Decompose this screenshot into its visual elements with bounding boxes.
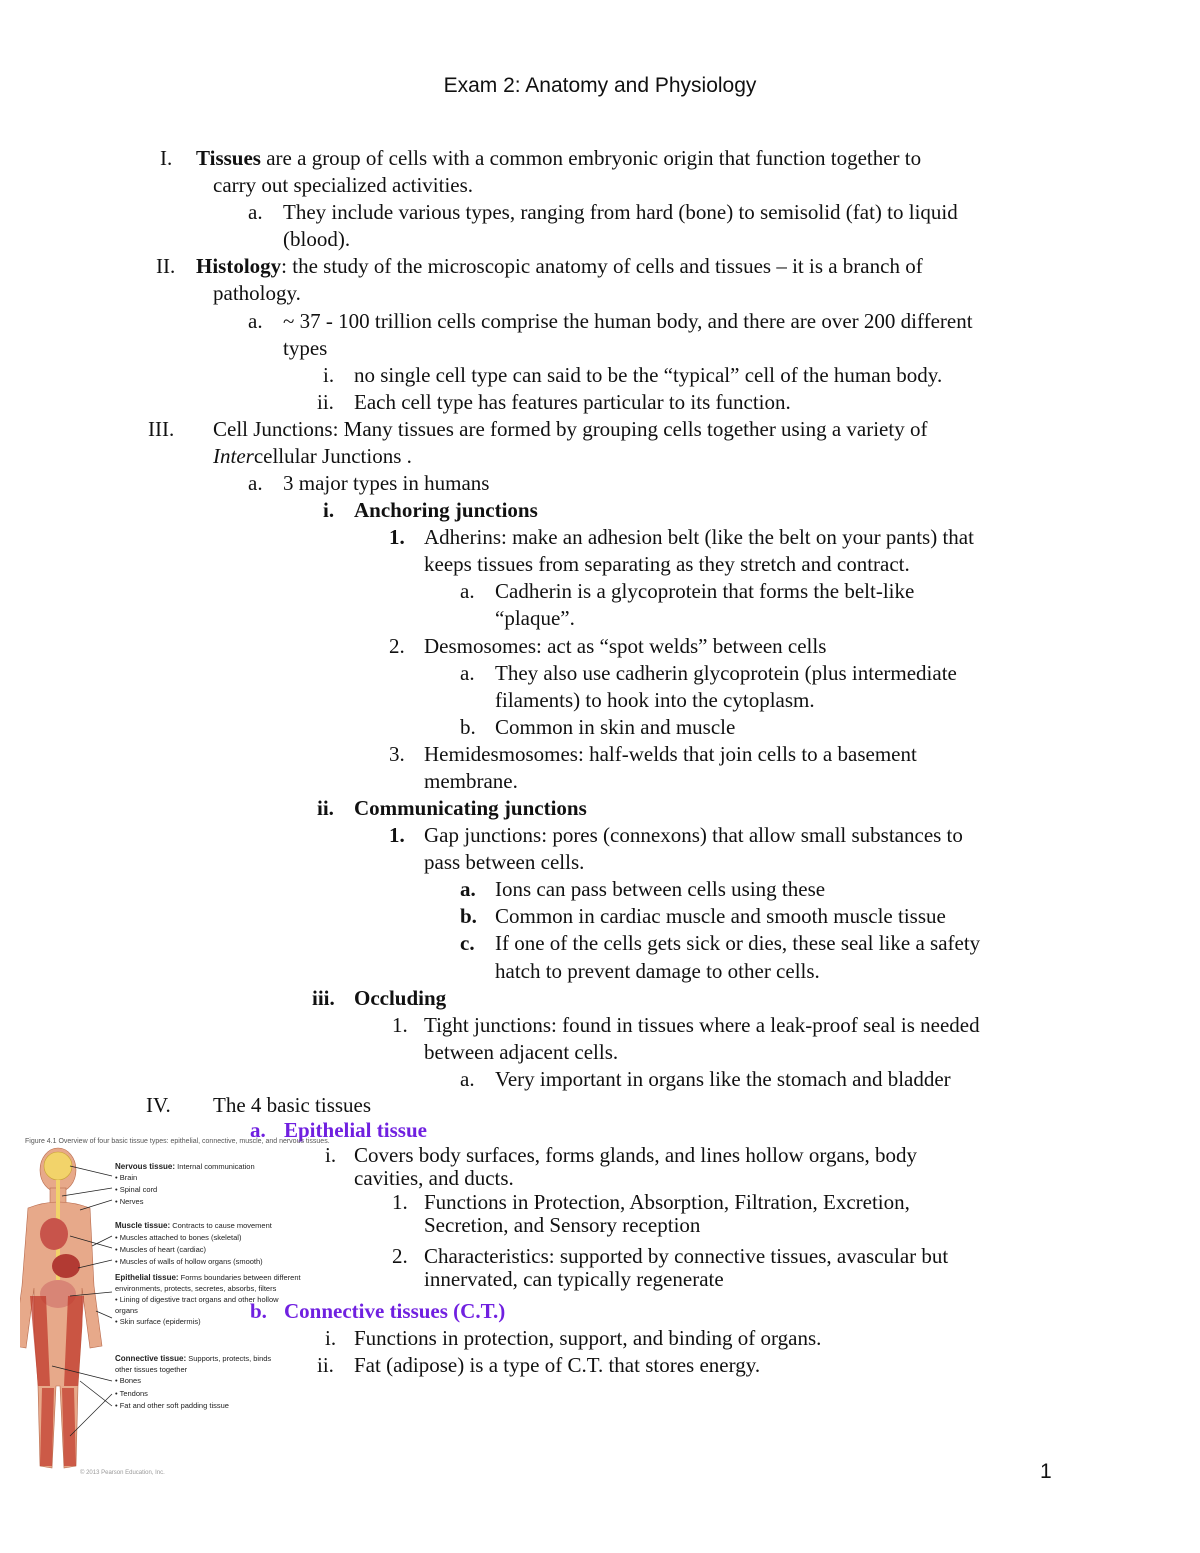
- subheading: Anchoring junctions: [354, 498, 538, 522]
- list-marker: i.: [325, 1143, 337, 1167]
- list-marker: a.: [460, 661, 475, 685]
- muscle-label: [115, 1221, 272, 1231]
- list-item: Adherins: make an adhesion belt (like the belt on your pants) that: [424, 525, 974, 549]
- epithelial-label: [115, 1273, 301, 1283]
- connective-label: [115, 1354, 271, 1364]
- nervous-label: [115, 1162, 255, 1172]
- list-marker: ii.: [317, 390, 334, 414]
- list-marker: b.: [250, 1299, 267, 1323]
- subheading-connective: Connective tissues (C.T.): [284, 1299, 506, 1323]
- list-item: Fat (adipose) is a type of C.T. that stores energy.: [354, 1353, 761, 1377]
- figure-list-item: • Fat and other soft padding tissue: [115, 1401, 229, 1410]
- list-item: 3 major types in humans: [283, 471, 490, 495]
- figure-caption: Figure 4.1 Overview of four basic tissue types: epithelial, connective, muscle, and nervous tissues.: [25, 1138, 330, 1145]
- list-item: (blood).: [283, 227, 351, 251]
- list-item: cavities, and ducts.: [354, 1166, 514, 1190]
- figure-list-item: • Skin surface (epidermis): [115, 1317, 201, 1326]
- figure-list-item: • Brain: [115, 1173, 138, 1182]
- section-text: [196, 145, 921, 172]
- human-body-illustration: [20, 1136, 340, 1481]
- label-desc: Contracts to cause movement: [170, 1221, 272, 1230]
- figure-list-item: environments, protects, secretes, absorbs, filters: [115, 1284, 277, 1293]
- section-number: IV.: [146, 1093, 171, 1117]
- label-head: Nervous tissue:: [115, 1162, 176, 1171]
- section-text: The 4 basic tissues: [213, 1093, 372, 1117]
- text: : the study of the microscopic anatomy of cells and tissues – it is a branch of: [281, 254, 923, 278]
- label-desc: Forms boundaries between different: [178, 1273, 301, 1282]
- figure-list-item: other tissues together: [115, 1365, 188, 1374]
- list-item: between adjacent cells.: [424, 1040, 619, 1064]
- list-item: Common in skin and muscle: [495, 715, 736, 739]
- figure-list-item: • Nerves: [115, 1197, 144, 1206]
- list-marker: i.: [323, 363, 335, 387]
- list-item: hatch to prevent damage to other cells.: [495, 959, 820, 983]
- list-marker: a.: [460, 877, 476, 901]
- list-item: pass between cells.: [424, 850, 585, 874]
- list-marker: 2.: [392, 1244, 408, 1268]
- list-marker: i.: [325, 1326, 337, 1350]
- page-number: 1: [1040, 1460, 1052, 1483]
- list-item: Functions in protection, support, and binding of organs.: [354, 1326, 822, 1350]
- list-item: ~ 37 - 100 trillion cells comprise the human body, and there are over 200 different: [283, 309, 973, 333]
- list-item: types: [283, 336, 328, 360]
- label-desc: Internal communication: [175, 1162, 255, 1171]
- list-marker: i.: [323, 498, 335, 522]
- list-item: They also use cadherin glycoprotein (plus intermediate: [495, 661, 957, 685]
- list-item: Functions in Protection, Absorption, Filtration, Excretion,: [424, 1190, 910, 1214]
- figure-list-item: • Tendons: [115, 1389, 148, 1398]
- figure-list-item: • Bones: [115, 1376, 141, 1385]
- figure-copyright: © 2013 Pearson Education, Inc.: [80, 1470, 165, 1476]
- list-marker: 3.: [389, 742, 405, 766]
- list-marker: b.: [460, 715, 476, 739]
- list-item: Cadherin is a glycoprotein that forms the belt-like: [495, 579, 915, 603]
- list-marker: a.: [248, 471, 263, 495]
- list-item: Covers body surfaces, forms glands, and lines hollow organs, body: [354, 1143, 918, 1167]
- list-item: Gap junctions: pores (connexons) that allow small substances to: [424, 823, 963, 847]
- label-head: Epithelial tissue:: [115, 1273, 179, 1282]
- figure-list-item: • Spinal cord: [115, 1185, 158, 1194]
- section-text: pathology.: [213, 281, 301, 305]
- figure-list-item: • Lining of digestive tract organs and other hollow: [115, 1295, 279, 1304]
- figure-list-item: • Muscles attached to bones (skeletal): [115, 1233, 242, 1242]
- figure-list-item: • Muscles of walls of hollow organs (smooth): [115, 1257, 263, 1266]
- list-item: keeps tissues from separating as they stretch and contract.: [424, 552, 910, 576]
- list-marker: a.: [250, 1118, 266, 1142]
- section-number: II.: [156, 254, 176, 278]
- list-item: Hemidesmosomes: half-welds that join cells to a basement: [424, 742, 917, 766]
- list-item: Ions can pass between cells using these: [495, 877, 826, 901]
- list-item: Desmosomes: act as “spot welds” between cells: [424, 634, 827, 658]
- section-text: carry out specialized activities.: [213, 173, 474, 197]
- list-marker: a.: [460, 579, 475, 603]
- text: are a group of cells with a common embryonic origin that function together to: [260, 146, 922, 170]
- term: Histology: [196, 254, 282, 278]
- list-marker: ii.: [317, 796, 334, 820]
- list-marker: c.: [460, 931, 475, 955]
- list-item: membrane.: [424, 769, 518, 793]
- label-head: Muscle tissue:: [115, 1221, 171, 1230]
- list-marker: a.: [248, 309, 263, 333]
- section-text: [196, 253, 923, 280]
- list-marker: 1.: [389, 823, 405, 847]
- section-text: [213, 443, 412, 470]
- list-item: Tight junctions: found in tissues where a leak-proof seal is needed: [424, 1013, 980, 1037]
- list-marker: a.: [248, 200, 263, 224]
- list-item: Each cell type has features particular to its function.: [354, 390, 791, 414]
- list-item: Characteristics: supported by connective tissues, avascular but: [424, 1244, 949, 1268]
- list-marker: iii.: [312, 986, 335, 1010]
- figure-list-item: • Muscles of heart (cardiac): [115, 1245, 206, 1254]
- list-marker: a.: [460, 1067, 475, 1091]
- label-head: Connective tissue:: [115, 1354, 187, 1363]
- subheading: Occluding: [354, 986, 447, 1010]
- figure-list-item: organs: [115, 1306, 138, 1315]
- list-item: “plaque”.: [495, 606, 575, 630]
- list-item: filaments) to hook into the cytoplasm.: [495, 688, 815, 712]
- section-number: I.: [160, 146, 173, 170]
- section-number: III.: [148, 417, 175, 441]
- tissue-figure: [20, 1136, 340, 1481]
- list-item: Secretion, and Sensory reception: [424, 1213, 701, 1237]
- text: cellular Junctions .: [253, 444, 412, 468]
- list-item: They include various types, ranging from hard (bone) to semisolid (fat) to liquid: [283, 200, 958, 224]
- list-item: If one of the cells gets sick or dies, these seal like a safety: [495, 931, 981, 955]
- list-marker: 1.: [389, 525, 405, 549]
- emphasis: Inter: [213, 444, 254, 468]
- list-item: innervated, can typically regenerate: [424, 1267, 724, 1291]
- label-desc: Supports, protects, binds: [186, 1354, 272, 1363]
- list-item: Very important in organs like the stomach and bladder: [495, 1067, 951, 1091]
- list-marker: 1.: [392, 1013, 408, 1037]
- page-title: Exam 2: Anatomy and Physiology: [443, 74, 757, 97]
- list-item: Common in cardiac muscle and smooth muscle tissue: [495, 904, 946, 928]
- list-marker: ii.: [317, 1353, 334, 1377]
- list-item: no single cell type can said to be the “typical” cell of the human body.: [354, 363, 943, 387]
- subheading: Communicating junctions: [354, 796, 587, 820]
- list-marker: b.: [460, 904, 477, 928]
- section-text: Cell Junctions: Many tissues are formed by grouping cells together using a variety of: [213, 417, 928, 441]
- list-marker: 2.: [389, 634, 405, 658]
- term: Tissues: [196, 146, 261, 170]
- list-marker: 1.: [392, 1190, 408, 1214]
- subheading-epithelial: Epithelial tissue: [284, 1118, 427, 1142]
